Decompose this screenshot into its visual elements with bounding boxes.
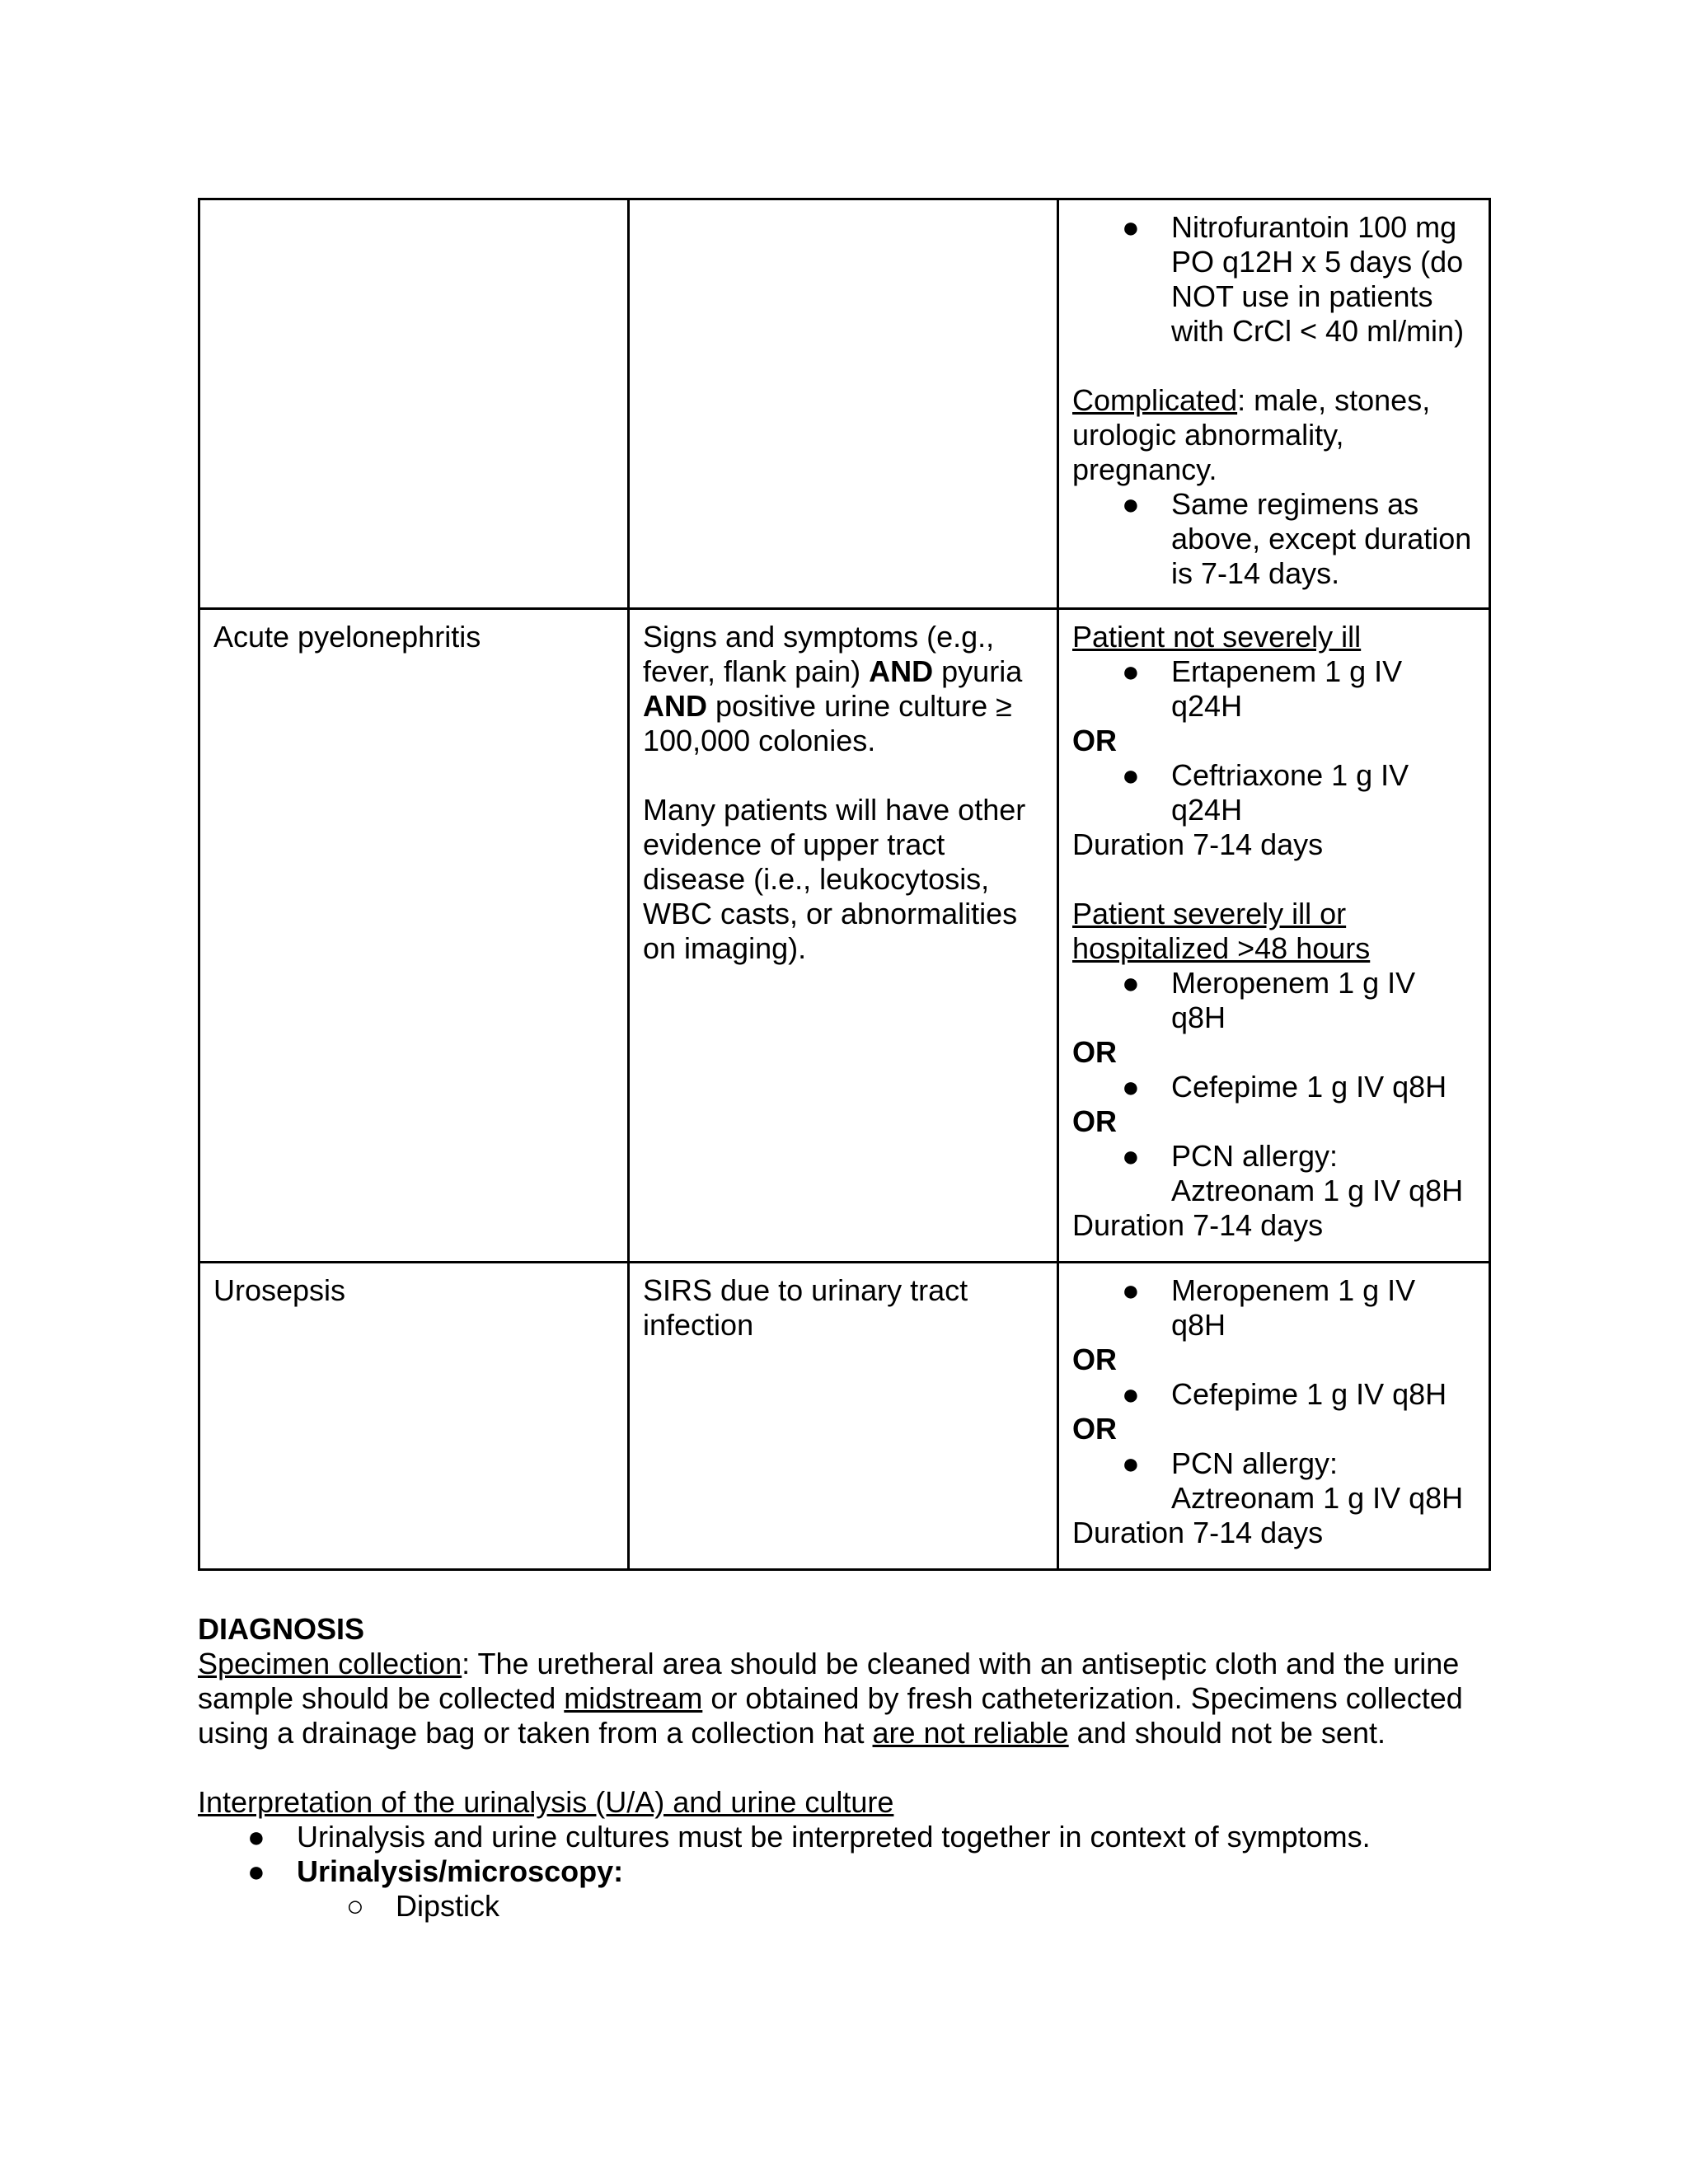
list-item: ● Ertapenem 1 g IV q24H xyxy=(1122,654,1403,723)
list-item: ● Ceftriaxone 1 g IV q24H xyxy=(1122,758,1409,827)
or-label: OR xyxy=(1072,1343,1117,1376)
list-item: ● Urinalysis/microscopy: xyxy=(247,1854,624,1888)
bullet-icon: ● xyxy=(247,1820,265,1854)
treatment-table xyxy=(198,198,1491,1571)
bullet-icon: ● xyxy=(1122,1139,1140,1173)
list-item: ● Meropenem 1 g IV q8H xyxy=(1122,1273,1416,1342)
or-label: OR xyxy=(1072,1104,1117,1138)
bullet-icon: ● xyxy=(1122,966,1140,1000)
bullet-icon: ● xyxy=(1122,1070,1140,1104)
list-item: ● PCN allergy: Aztreonam 1 g IV q8H xyxy=(1122,1139,1464,1207)
specimen-paragraph: Specimen collection: The uretheral area should be cleaned with an antiseptic cloth and the urine sample should be collected midstream or obtained by fresh catheterization. Specimens collected using a drainage bag or taken from a collection hat are not reliable and should not be sent. xyxy=(198,1647,1463,1750)
list-item: ● Same regimens as above, except duration is 7-14 days. xyxy=(1122,487,1472,590)
subheading: Patient not severely ill xyxy=(1072,620,1362,654)
bullet-icon: ● xyxy=(1122,758,1140,792)
list-item: ● Meropenem 1 g IV q8H xyxy=(1122,966,1416,1034)
list-item: ● Cefepime 1 g IV q8H xyxy=(1122,1377,1447,1411)
duration-text: Duration 7-14 days xyxy=(1072,827,1324,861)
condition-cell xyxy=(199,199,629,609)
table-row xyxy=(199,199,1490,609)
bullet-icon: ● xyxy=(247,1854,265,1888)
bullet-icon: ● xyxy=(1122,210,1140,244)
bullet-icon: ● xyxy=(1122,1377,1140,1411)
diagnosis-cell: SIRS due to urinary tract infection xyxy=(629,1263,1058,1570)
diagnosis-cell xyxy=(629,609,1058,1263)
list-item: ○ Dipstick xyxy=(346,1889,500,1923)
condition-cell: Urosepsis xyxy=(199,1263,629,1570)
table-row xyxy=(199,1263,1490,1570)
duration-text: Duration 7-14 days xyxy=(1072,1516,1324,1549)
subheading: Patient severely ill or hospitalized >48 hours xyxy=(1072,897,1371,965)
section-heading: DIAGNOSIS xyxy=(198,1612,365,1646)
bullet-icon: ● xyxy=(1122,1273,1140,1307)
or-label: OR xyxy=(1072,1035,1117,1069)
or-label: OR xyxy=(1072,724,1117,757)
list-item: ● Cefepime 1 g IV q8H xyxy=(1122,1070,1447,1104)
table-row xyxy=(199,609,1490,1263)
bullet-icon: ● xyxy=(1122,1446,1140,1480)
treatment-cell xyxy=(1058,1263,1490,1570)
subsection-heading: Interpretation of the urinalysis (U/A) and urine culture xyxy=(198,1785,894,1819)
condition-cell: Acute pyelonephritis xyxy=(199,609,629,1263)
or-label: OR xyxy=(1072,1412,1117,1446)
treatment-cell xyxy=(1058,609,1490,1263)
circle-bullet-icon: ○ xyxy=(346,1889,364,1923)
bullet-icon: ● xyxy=(1122,487,1140,521)
diagnosis-section xyxy=(198,1612,1492,1924)
complicated-paragraph: Complicated: male, stones, urologic abnormality, pregnancy. xyxy=(1072,383,1431,486)
bullet-icon: ● xyxy=(1122,654,1140,688)
treatment-cell xyxy=(1058,199,1490,609)
diagnosis-paragraph: Signs and symptoms (e.g., fever, flank pain) AND pyuria AND positive urine culture ≥ 100,000 colonies. xyxy=(643,620,1023,757)
diagnosis-paragraph: Many patients will have other evidence of upper tract disease (i.e., leukocytosis, WBC casts, or abnormalities on imaging). xyxy=(643,793,1026,965)
duration-text: Duration 7-14 days xyxy=(1072,1208,1324,1242)
list-item: ● Urinalysis and urine cultures must be interpreted together in context of symptoms. xyxy=(247,1820,1371,1854)
list-item: ● Nitrofurantoin 100 mg PO q12H x 5 days (do NOT use in patients with CrCl < 40 ml/min) xyxy=(1122,210,1465,348)
list-item: ● PCN allergy: Aztreonam 1 g IV q8H xyxy=(1122,1446,1464,1515)
diagnosis-cell xyxy=(629,199,1058,609)
